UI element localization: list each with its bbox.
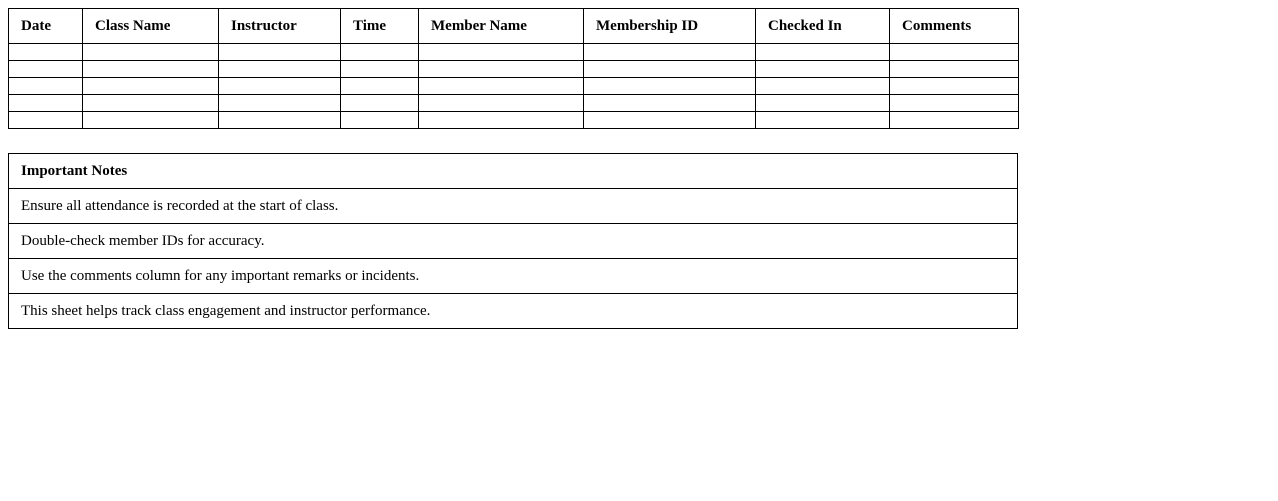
table-cell[interactable] bbox=[756, 44, 890, 61]
table-cell[interactable] bbox=[9, 44, 83, 61]
table-cell[interactable] bbox=[419, 95, 584, 112]
column-header-member-name: Member Name bbox=[419, 9, 584, 44]
table-cell[interactable] bbox=[83, 78, 219, 95]
table-cell[interactable] bbox=[219, 61, 341, 78]
table-cell[interactable] bbox=[9, 78, 83, 95]
table-cell[interactable] bbox=[584, 112, 756, 129]
note-row bbox=[9, 189, 1018, 224]
note-row bbox=[9, 259, 1018, 294]
notes-heading: Important Notes bbox=[9, 154, 1018, 189]
table-cell[interactable] bbox=[9, 95, 83, 112]
table-row bbox=[9, 44, 1019, 61]
table-row bbox=[9, 61, 1019, 78]
table-cell[interactable] bbox=[219, 112, 341, 129]
table-cell[interactable] bbox=[419, 44, 584, 61]
table-cell[interactable] bbox=[219, 78, 341, 95]
table-row bbox=[9, 95, 1019, 112]
table-cell[interactable] bbox=[584, 44, 756, 61]
table-cell[interactable] bbox=[756, 78, 890, 95]
table-cell[interactable] bbox=[756, 112, 890, 129]
column-header-membership-id: Membership ID bbox=[584, 9, 756, 44]
column-header-checked-in: Checked In bbox=[756, 9, 890, 44]
table-cell[interactable] bbox=[419, 61, 584, 78]
table-cell[interactable] bbox=[419, 78, 584, 95]
table-cell[interactable] bbox=[890, 78, 1019, 95]
column-header-date: Date bbox=[9, 9, 83, 44]
table-cell[interactable] bbox=[9, 112, 83, 129]
table-cell[interactable] bbox=[341, 112, 419, 129]
column-header-time: Time bbox=[341, 9, 419, 44]
note-item: Double-check member IDs for accuracy. bbox=[9, 224, 1018, 259]
column-header-comments: Comments bbox=[890, 9, 1019, 44]
table-cell[interactable] bbox=[584, 61, 756, 78]
table-row bbox=[9, 112, 1019, 129]
note-row bbox=[9, 294, 1018, 329]
note-row bbox=[9, 224, 1018, 259]
table-cell[interactable] bbox=[83, 112, 219, 129]
column-header-class-name: Class Name bbox=[83, 9, 219, 44]
table-cell[interactable] bbox=[83, 61, 219, 78]
important-notes-table bbox=[8, 153, 1018, 329]
attendance-header-row bbox=[9, 9, 1019, 44]
table-cell[interactable] bbox=[890, 95, 1019, 112]
table-cell[interactable] bbox=[219, 95, 341, 112]
table-cell[interactable] bbox=[419, 112, 584, 129]
note-item: Use the comments column for any important remarks or incidents. bbox=[9, 259, 1018, 294]
attendance-table bbox=[8, 8, 1019, 129]
table-cell[interactable] bbox=[341, 44, 419, 61]
note-item: Ensure all attendance is recorded at the start of class. bbox=[9, 189, 1018, 224]
table-cell[interactable] bbox=[584, 95, 756, 112]
table-cell[interactable] bbox=[756, 95, 890, 112]
table-cell[interactable] bbox=[341, 61, 419, 78]
table-cell[interactable] bbox=[756, 61, 890, 78]
table-cell[interactable] bbox=[341, 95, 419, 112]
table-cell[interactable] bbox=[341, 78, 419, 95]
table-cell[interactable] bbox=[890, 112, 1019, 129]
table-row bbox=[9, 78, 1019, 95]
table-cell[interactable] bbox=[890, 44, 1019, 61]
column-header-instructor: Instructor bbox=[219, 9, 341, 44]
table-cell[interactable] bbox=[9, 61, 83, 78]
table-cell[interactable] bbox=[83, 95, 219, 112]
table-cell[interactable] bbox=[83, 44, 219, 61]
notes-header-row bbox=[9, 154, 1018, 189]
table-cell[interactable] bbox=[219, 44, 341, 61]
table-cell[interactable] bbox=[584, 78, 756, 95]
note-item: This sheet helps track class engagement and instructor performance. bbox=[9, 294, 1018, 329]
table-cell[interactable] bbox=[890, 61, 1019, 78]
